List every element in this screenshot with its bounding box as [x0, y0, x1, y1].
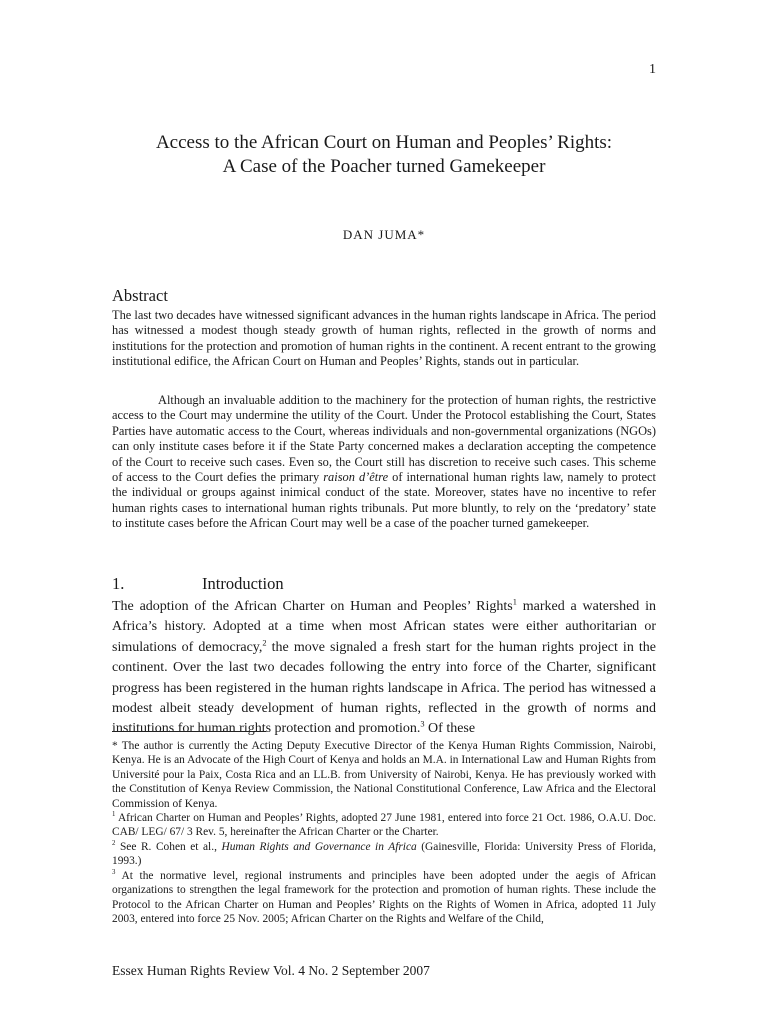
- introduction-heading: [112, 574, 284, 594]
- footnote-ref-3[interactable]: 3: [420, 719, 425, 729]
- author-name: DAN JUMA*: [342, 227, 426, 242]
- title-line-2: A Case of the Poacher turned Gamekeeper: [222, 156, 546, 177]
- footnote-2-text-b: (Gainesville, Florida: University Press of Florida, 1993.): [112, 841, 656, 868]
- journal-footer: Essex Human Rights Review Vol. 4 No. 2 September 2007: [112, 963, 430, 978]
- footnote-1-mark: 1: [112, 811, 116, 819]
- page-number: 1: [649, 62, 656, 77]
- title-line-1: Access to the African Court on Human and Peoples’ Rights:: [155, 132, 613, 153]
- footnote-author: * The author is currently the Acting Deputy Executive Director of the Kenya Human Rights Commission, Nairobi, Kenya. He is an Advocate of the High Court of Kenya and holds an M.A. in International Law and Human Rights from Université pour la Paix, Costa Rica and an LL.B. from University of Nairobi, Kenya. He has previously worked with the Constitution of Kenya Review Commission, the National Constitutional Conference, Law Africa and the Electoral Commission of Kenya.: [112, 740, 656, 810]
- abstract-paragraph-1: The last two decades have witnessed significant advances in the human rights landscape in Africa. The period has witnessed a modest though steady growth of human rights, reflected in the growth of norms and institutions for the protection and promotion of human rights in the continent. A recent entrant to the growing institutional edifice, the African Court on Human and Peoples’ Rights, stands out in particular.: [112, 308, 656, 369]
- intro-text-d: Of these: [428, 721, 476, 737]
- intro-text-b: marked a watershed in Africa’s history. Adopted at a time when most African states were either authoritarian or simulations of democracy,: [112, 599, 656, 655]
- abstract-p2-italic: raison d’être: [323, 470, 389, 485]
- footnote-ref-1[interactable]: 1: [512, 597, 517, 607]
- footnote-ref-2[interactable]: 2: [262, 638, 267, 648]
- footnote-2-text-a: See R. Cohen et al.,: [119, 841, 217, 853]
- section-number: 1.: [112, 574, 125, 593]
- footnote-1: [112, 811, 656, 840]
- footnote-2-italic: Human Rights and Governance in Africa: [221, 841, 417, 853]
- introduction-paragraph: [112, 597, 656, 740]
- abstract-p2-text-a: Although an invaluable addition to the machinery for the protection of human rights, the restrictive access to the Court may undermine the utility of the Court. Under the Protocol establishing the Court, States Parties have automatic access to the Court, whereas individuals and non-governmental organizations (NGOs) can only institute cases before it if the State Party concerned makes a declaration accepting the competence of the Court to receive such cases. Even so, the Court still has discretion to receive such cases. This scheme of access to the Court defies the primary: [112, 393, 656, 485]
- footnote-divider: [112, 731, 266, 732]
- intro-text-a: The adoption of the African Charter on Human and Peoples’ Rights: [112, 599, 513, 614]
- abstract-heading: Abstract: [112, 286, 168, 305]
- intro-text-c: the move signaled a fresh start for the human rights project in the continent. Over the last two decades following the entry into force of the Charter, significant progress has been registered in the human rights landscape in Africa. The period has witnessed a modest albeit steady development of human rights, reflected in the growth of norms and institutions for human rights protection and promotion.: [112, 639, 657, 737]
- abstract-p2-text-b: of international human rights law, namely to protect the individual or groups against inimical conduct of the state. Moreover, states have no incentive to refer human rights cases to international human rights tribunals. Put more bluntly, to rely on the ‘predatory’ state to institute cases before the African Court may well be a case of the poacher turned gamekeeper.: [112, 470, 656, 531]
- abstract-paragraph-2: [112, 393, 656, 532]
- footnote-3: [112, 869, 656, 927]
- footnote-2: [112, 840, 656, 869]
- article-title: [100, 131, 668, 179]
- section-title: Introduction: [202, 574, 284, 593]
- footnote-2-mark: 2: [112, 840, 116, 848]
- footnote-3-mark: 3: [112, 869, 116, 877]
- footnote-1-text: African Charter on Human and Peoples’ Rights, adopted 27 June 1981, entered into force 21 Oct. 1986, O.A.U. Doc. CAB/ LEG/ 67/ 3 Rev. 5, hereinafter the African Charter or the Charter.: [112, 812, 656, 839]
- footnote-3-text: At the normative level, regional instruments and principles have been adopted under the aegis of African organizations to strengthen the legal framework for the protection and promotion of human rights. These include the Protocol to the African Charter on Human and Peoples’ Rights on the Rights of Women in Africa, adopted 11 July 2003, entered into force 25 Nov. 2005; African Charter on the Rights and Welfare of the Child,: [112, 870, 657, 926]
